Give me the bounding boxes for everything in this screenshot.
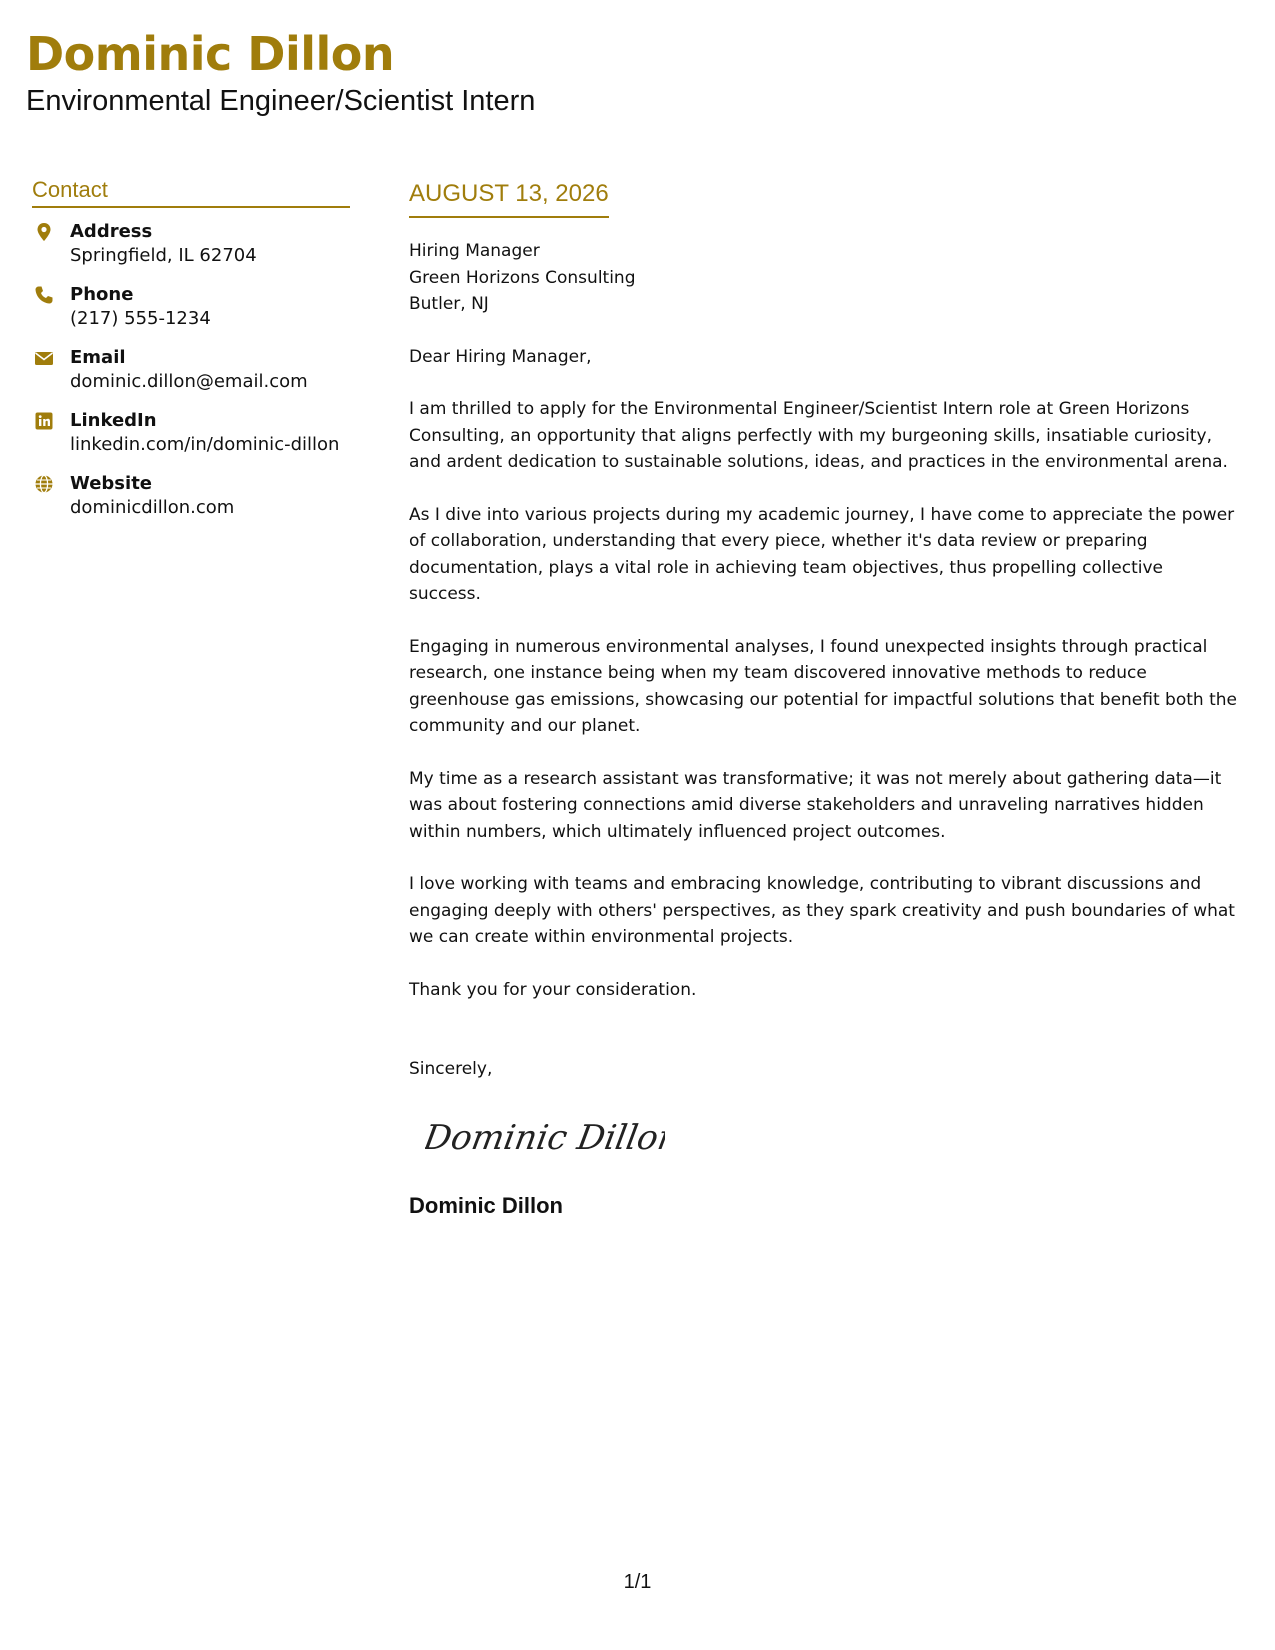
contact-item-address [32, 220, 352, 283]
map-pin-icon [34, 222, 54, 242]
document-header [26, 24, 535, 118]
letter-paragraph: Engaging in numerous environmental analyses, I found unexpected insights through practical research, one instance being when my team discovered innovative methods to reduce greenhouse gas emissions, showcasing our potential for impactful solutions that benefit both the community and our planet. [409, 636, 1237, 736]
contact-label: Address [70, 221, 153, 242]
signer-name: Dominic Dillon [409, 1192, 563, 1218]
contact-item-linkedin [32, 409, 352, 472]
contact-value: dominic.dillon@email.com [70, 371, 308, 392]
recipient-location: Butler, NJ [409, 294, 489, 314]
page-number: 1/1 [623, 1571, 652, 1593]
phone-icon [34, 285, 54, 305]
contact-item-website [32, 472, 352, 535]
signature-text: Dominic Dillon [425, 1117, 665, 1158]
linkedin-icon [34, 411, 54, 431]
contact-value: Springfield, IL 62704 [70, 245, 257, 266]
contact-value: linkedin.com/in/dominic-dillon [70, 434, 340, 455]
letter-paragraph: As I dive into various projects during my academic journey, I have come to appreciate the power of collaboration, understanding that every piece, whether it's data review or preparing documentation, plays a vital role in achieving team objectives, thus propelling collective success. [409, 504, 1235, 604]
letter-body [409, 178, 1239, 1220]
contact-heading: Contact [32, 176, 350, 208]
contact-list [32, 220, 352, 535]
envelope-icon [34, 348, 54, 368]
letter-paragraph: Thank you for your consideration. [409, 979, 697, 1000]
applicant-name: Dominic Dillon [26, 27, 395, 81]
contact-label: Phone [70, 284, 134, 305]
recipient-company: Green Horizons Consulting [409, 267, 636, 288]
salutation: Dear Hiring Manager, [409, 346, 592, 367]
job-title: Environmental Engineer/Scientist Intern [26, 85, 536, 117]
globe-icon [34, 474, 54, 494]
recipient-name: Hiring Manager [409, 241, 540, 261]
contact-value: (217) 555-1234 [70, 308, 211, 329]
letter-paragraph: I am thrilled to apply for the Environmental Engineer/Scientist Intern role at Green Horizons Consulting, an opportunity that aligns perfectly with my burgeoning skills, insatiable curiosity, and ardent dedication to sustainable solutions, ideas, and practices in the environmental arena. [409, 399, 1228, 472]
contact-item-email [32, 346, 352, 409]
contact-value: dominicdillon.com [70, 497, 235, 518]
contact-label: Email [70, 347, 126, 368]
letter-paragraph: My time as a research assistant was transformative; it was not merely about gathering data—it was about fostering connections amid diverse stakeholders and unraveling narratives hidden within numbers, which ultimately influenced project outcomes. [409, 768, 1222, 842]
contact-sidebar [32, 176, 352, 535]
handwritten-signature [425, 1111, 665, 1167]
closing: Sincerely, [409, 1059, 493, 1079]
contact-label: LinkedIn [70, 410, 157, 431]
contact-label: Website [70, 473, 153, 494]
recipient-block [409, 238, 1239, 318]
letter-date: AUGUST 13, 2026 [409, 178, 609, 218]
contact-item-phone [32, 283, 352, 346]
letter-paragraph: I love working with teams and embracing knowledge, contributing to vibrant discussions and engaging deeply with others' perspectives, as they spark creativity and push boundaries of what we can create within environmental projects. [409, 874, 1235, 947]
